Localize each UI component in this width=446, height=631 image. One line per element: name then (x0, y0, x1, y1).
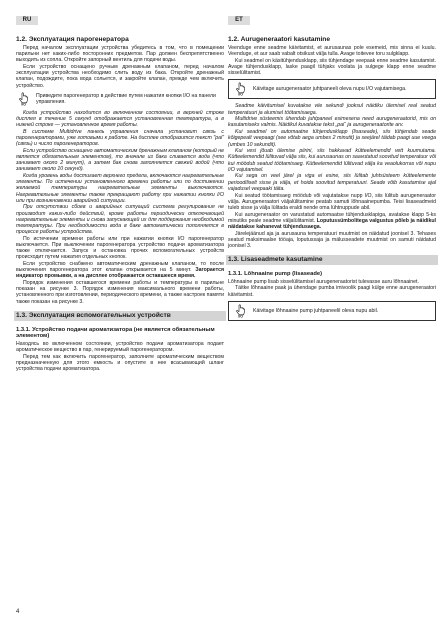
paragraph-text: Kui aurugeneraator on varustatud automaatse tühjendusklapiga, avatakse klapp 5-ks minutiks peale seadme väljalülitamist. (228, 211, 436, 224)
italic-paragraph: Kui seadmel on automaatne tühjendusklapp (lisaseade), siis tühjendab seade kõigepealt veepaagi (see võtab aega umbes 2 minutit) ja seejärel täidab paagi uue veega (umbes 10 sekundit). (228, 129, 436, 148)
hand-press-io-button-icon (16, 92, 32, 106)
note-text: Приведите парогенератор в действие путем нажатия кнопки I/O на панели управления. (36, 92, 216, 105)
section-heading: 1.2. Эксплуатация парогенератора (16, 36, 129, 43)
paragraph-text: Если устройство снабжено автоматическим дренажным клапаном, то после выключения парогенератора этот клапан открывается на 5 минут. (16, 261, 224, 274)
paragraph: Перед началом эксплуатации устройства убедитесь в том, что в помещении парильни нет каких-либо посторонних предметов. Пар должен беспрепятственно выходить из сопла. Откройте запорный вентиль для подачи воды. (16, 45, 224, 64)
paragraph: Kui seatud töötamisaeg möödub või vajutatakse nupp I/O, siis lülitub aurugeneraator välja. Aurugeneraatori väljalülitamine peatab samuti lõhnaainepumba. Teisi lisaseadmeid tuleb sisse ja välja lülitada eraldi nende oma lühtnuppude abil. (228, 192, 436, 211)
instruction-note (16, 92, 224, 106)
column-estonian (228, 36, 436, 325)
instruction-box (228, 79, 436, 99)
hand-press-io-button-icon (233, 304, 249, 318)
section-band: 1.3. Эксплуатация вспомогательных устройств (14, 311, 226, 321)
paragraph: Находясь во включенном состоянии, устройство подачи ароматизатора подает ароматическое вещество в пар, генерируемый парогенератором. (16, 341, 224, 354)
paragraph: Täitke lõhnaaine paak ja ühendage pumba imivoolik paagi külge enne aurugeneraatori käivitamist. (228, 285, 436, 298)
paragraph-bold-text: Загорается индикатор промывки, а на дисплее отображается оставшееся время. (16, 267, 224, 280)
hand-press-io-button-icon (233, 82, 249, 96)
paragraph: По истечении времени работы или при нажатии кнопки I/O парогенератор выключается. При выключении парогенератора устройство подачи ароматизатора также отключается. Запуск и остановка прочих вспомогательных устройств происходит путем нажатия отдельных кнопок. (16, 235, 224, 261)
svg-text:I/O: I/O (21, 102, 26, 106)
page-number: 4 (16, 609, 20, 615)
paragraph (228, 212, 436, 230)
instruction-note (233, 304, 431, 318)
italic-paragraph: Seadme käivitumisel kuvatakse viie sekundi jooksul näidiku ülemisel real seatud temperatuuri ja alumisel töötamisaega. (228, 103, 436, 116)
italic-paragraph: Kui vesi jõuab ülemise piirini, siis hakkavad kütteelemendid vett kuumutama. Kütteelemendid lülituvad välja siis, kui aurusaunas on saavutatud soovitud temperatuur või kui möödub seatud töötamisaeg. Kütteelemendid lülituvad välja ka veaolukorras või nupu I/O vajutamisel. (228, 148, 436, 173)
italic-paragraph: Multidrive süsteemis ühendab juhtpaneel esimesena need aurugeneraatorid, mis on kasutamiseks valmis. Näidikul kuvatakse tekst „pai“ ja aurugeneraatorite arv. (228, 116, 436, 129)
italic-paragraph: В системе Multidrive панель управления сначала установит связь с парогенераторами, уже готовыми к работе. На дисплее отобразится текст "pai" (связь) и число парогенераторов. (16, 128, 224, 148)
column-russian (16, 36, 224, 373)
italic-paragraph: При отсутствии сбоев и аварийных ситуаций система регулирования не производит каких-либо действий, кроме работы периодически отключающей нагревательные элементы и снова запускающей их для поддержания необходимой температуры. При необходимости вода в баке автоматически пополняется в процессе работы устройства. (16, 204, 224, 236)
paragraph: Если устройство оснащено ручным дренажным клапаном, перед началом эксплуатации устройства необходимо слить воду из бака. Откройте дренажный клапан, подождите, пока вода сольется, и закройте клапан, прежде чем включить устройство. (16, 64, 224, 89)
instruction-box (228, 301, 436, 321)
paragraph: Kui seadmel on käsitühjendusklapp, siis tühjendage veepaak enne seadme kasutamist. Avage tühjendusklapp, laske paagil tühjaks voolata ja sulgege klapp enne seadme sisselülitamist. (228, 57, 436, 77)
note-text: Käivitage lõhnaaine pump juhtpaneelil oleva nupu abil. (253, 307, 379, 314)
section-heading: 1.2. Aurugeneraatori kasutamine (228, 36, 330, 43)
paragraph-bold-text: Loputussümbolitega valgustus põleb ja näidikul näidatakse kahanevat tühjendusaega. (228, 217, 436, 230)
subsection-heading: 1.3.1. Устройство подачи ароматизатора (не является обязательным элементом) (16, 326, 215, 340)
svg-text:I/O: I/O (238, 92, 243, 97)
paragraph: Порядок изменения оставшегося времени работы и температуры в парильне показан на рисунке 3. Порядок изменения максимального времени работы, установленного при изготовлении, периодического времени, а также настроек памяти также показан на рисунке 3. (16, 280, 224, 305)
language-tab-et: ET (228, 16, 250, 25)
section-band: 1.3. Lisaseadmete kasutamine (226, 255, 438, 265)
paragraph: Перед тем как включить парогенератор, заполните ароматическим веществом предназначенную для этого емкость и опустите в нее всасывающий шланг устройства подачи ароматизатора. (16, 353, 224, 373)
svg-text:I/O: I/O (238, 314, 243, 318)
paragraph: Järelejäänud aja ja aurusauna temperatuuri muutmist on näidatud joonisel 3. Tehases seatud maksimaalse tööaja, loputussaja ja mälusseadete muutmist on samuti näidatud joonisel 3. (228, 230, 436, 249)
italic-paragraph: Если устройство оснащено автоматическим дренажным клапаном (который не является обязательным элементом), то вначале из бака сливается вода (что занимает около 2 минут), а затем бак снова заполняется свежей водой (что занимает около 10 секунд). (16, 147, 224, 173)
subsection-heading: 1.3.1. Lõhnaaine pump (lisaseade) (228, 271, 323, 278)
paragraph: Veenduge enne seadme käivitamist, et aurusaunas pole esemeid, mis sinna ei kuulu. Veenduge, et aur saab vabalt otsikust välja tulla. Avage toitevee toru sulgklapp. (228, 45, 436, 58)
italic-paragraph: Когда устройство находится во включенном состоянии, в верхней строке дисплея в течение 5 секунд отображается установленная температура, а в нижней строке — установленное время работы. (16, 109, 224, 128)
italic-paragraph: Когда уровень воды достигает верхнего предела, включаются нагревательные элементы. По истечении установленного времени работы или по достижении желаемой температуры нагревательные элементы выключаются. Нагревательные элементы также прекращают работу при нажатии кнопки I/O или при возникновении аварийной ситуации. (16, 173, 224, 204)
paragraph (16, 261, 224, 279)
language-tab-ru: RU (16, 16, 38, 25)
instruction-note (233, 82, 431, 96)
paragraph: Lõhnaaine pump lisab sisselülitamisel aurugeneraatorist tulevasse auru lõhnaainet. (228, 278, 419, 285)
italic-paragraph: Kui sega on veel järel ja viga ei esine, siis lülitab juhtsüsteem kütteelemente perioodiliselt sisse ja välja, et hoida soovitud temperatuuri. Seade võib kasutamise ajal vajadusel veepaaki täita. (228, 173, 436, 192)
note-text: Käivitage aurugeneraator juhtpaneeli oleva nupu I/O vajutamisega. (253, 86, 407, 93)
